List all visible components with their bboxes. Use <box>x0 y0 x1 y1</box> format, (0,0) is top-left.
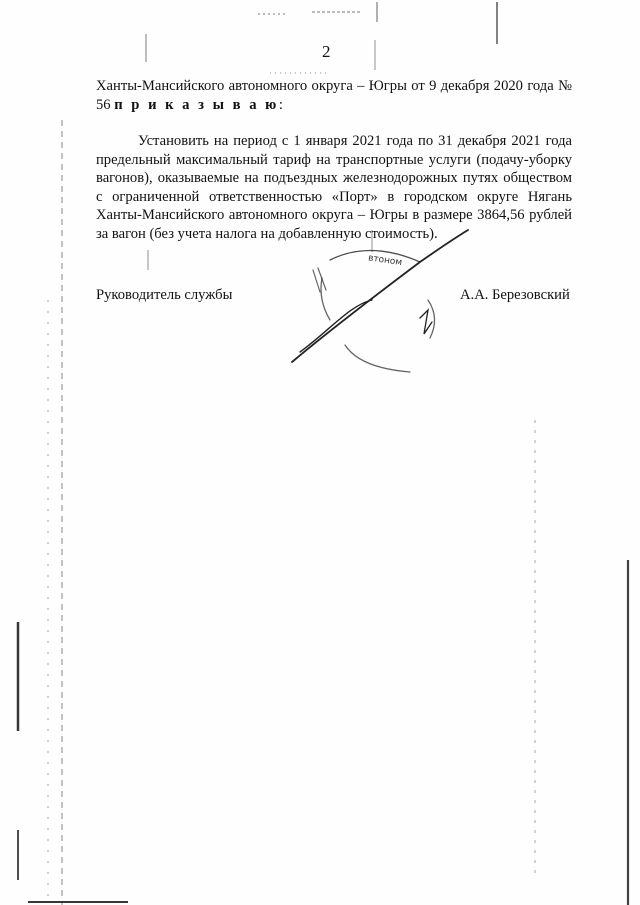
page-number: 2 <box>322 42 331 61</box>
signatory-title: Руководитель службы <box>96 287 233 303</box>
order-verb: п р и к а з ы в а ю <box>114 96 279 113</box>
intro-text: Ханты-Мансийского автономного округа – Югры от 9 декабря 2020 года № 56 <box>96 78 572 113</box>
tariff-paragraph: Установить на период с 1 января 2021 года по 31 декабря 2021 года предельный максимальный тариф на транспортные услуги (подачу-уборку вагонов), оказываемые на подъездных железнодорожных путях обществом с ограниченной ответственностью «Порт» в городском округе Нягань Ханты-Мансийского автономного округа – Югры в размере 3864,56 рублей за вагон (без учета налога на добавленную стоимость). <box>96 133 572 242</box>
signatory-name: А.А. Березовский <box>460 287 570 303</box>
stamp-text: втоном <box>367 253 403 269</box>
intro-colon: : <box>278 96 283 113</box>
